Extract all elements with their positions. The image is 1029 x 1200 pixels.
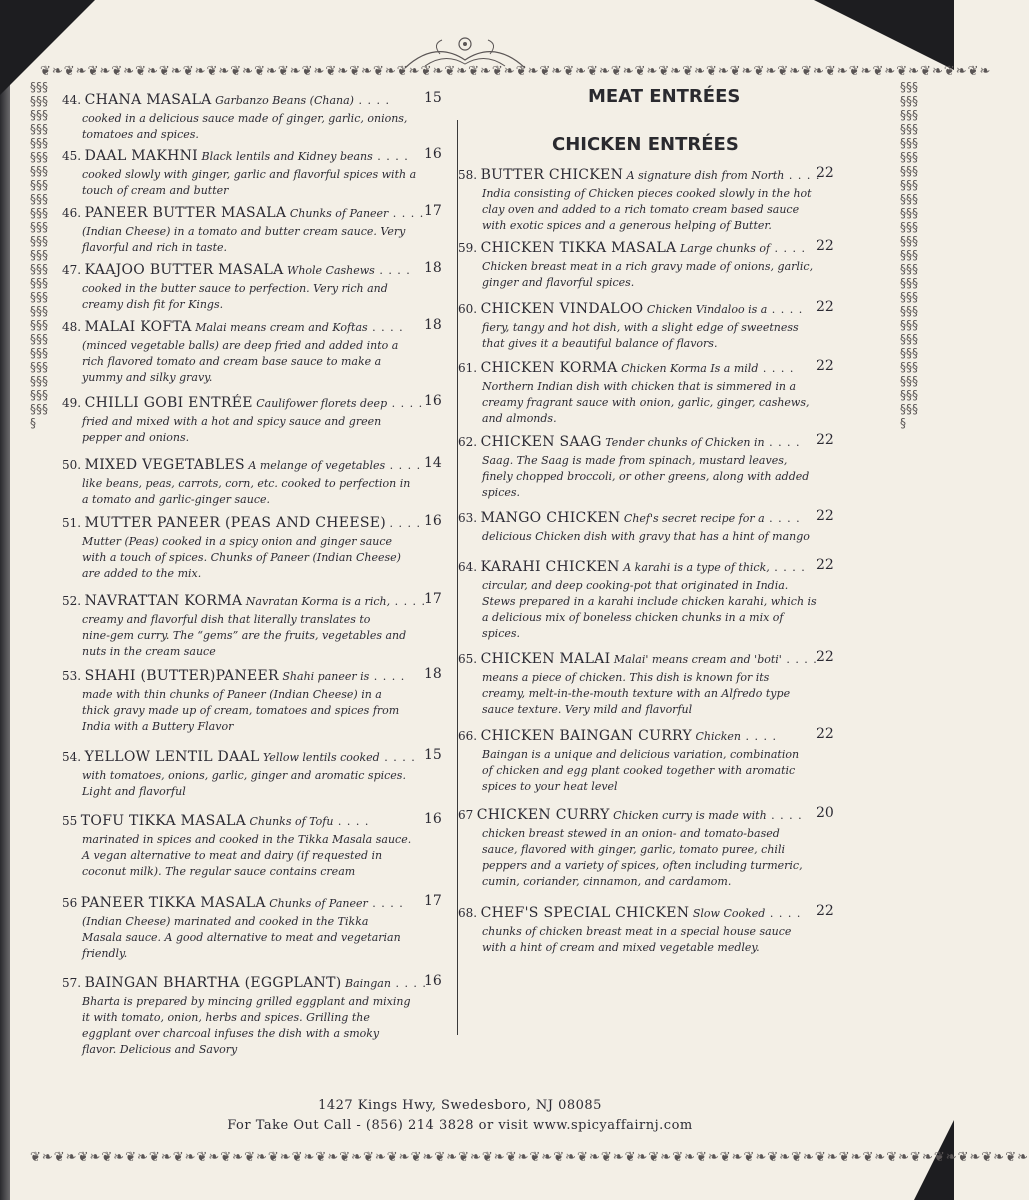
item-description-line: flavor. Delicious and Savory: [82, 1043, 238, 1056]
item-description-line: cooked in the butter sauce to perfection. Very rich and: [82, 282, 388, 295]
menu-item: [458, 651, 868, 718]
item-description-line: chicken breast stewed in an onion- and tomato-based: [482, 827, 780, 840]
item-description-line: finely chopped broccoli, or other greens, along with added: [482, 470, 810, 483]
item-price: 22: [816, 432, 834, 448]
item-name: CHICKEN BAINGAN CURRY: [480, 728, 693, 744]
item-name: KAAJOO BUTTER MASALA: [84, 262, 284, 278]
menu-item-heading: [62, 813, 452, 832]
menu-item: [458, 510, 868, 545]
section-title-meat: MEAT ENTRÉES: [588, 86, 741, 107]
menu-item: [62, 593, 452, 660]
leader-dots: . . . .: [372, 150, 409, 163]
section-title-chicken: CHICKEN ENTRÉES: [552, 134, 739, 155]
item-description-line: thick gravy made up of cream, tomatoes and spices from: [82, 704, 400, 717]
item-name: CHICKEN MALAI: [480, 651, 611, 667]
menu-item-heading: [62, 895, 452, 914]
item-intro: Chef's secret recipe for a: [623, 512, 765, 525]
item-description-line: of chicken and egg plant cooked together with aromatic: [482, 764, 796, 777]
item-number: 67: [458, 808, 474, 822]
item-description-line: (Indian Cheese) in a tomato and butter cream sauce. Very: [82, 225, 406, 238]
item-description-line: a tomato and garlic-ginger sauce.: [82, 493, 270, 506]
leader-dots: . . . .: [390, 595, 427, 608]
menu-item-heading: [458, 240, 868, 259]
item-description-line: (Indian Cheese) marinated and cooked in the Tikka: [82, 915, 369, 928]
menu-item: [62, 813, 452, 880]
leader-dots: . . . .: [765, 907, 802, 920]
menu-item: [458, 559, 868, 642]
item-name: BAINGAN BHARTHA (EGGPLANT): [84, 975, 342, 991]
item-description-line: that gives it a beautiful balance of flavors.: [482, 337, 718, 350]
item-price: 18: [424, 260, 442, 276]
item-number: 58.: [458, 168, 478, 182]
leader-dots: . . . .: [389, 517, 422, 530]
menu-item-heading: [458, 559, 868, 578]
item-intro: Caulifower florets deep: [256, 397, 388, 410]
item-intro: Slow Cooked: [692, 907, 766, 920]
item-price: 22: [816, 557, 834, 573]
item-number: 56: [62, 896, 78, 910]
item-intro: Chunks of Tofu: [249, 815, 334, 828]
item-description-line: chunks of chicken breast meat in a special house sauce: [482, 925, 792, 938]
item-number: 57.: [62, 976, 82, 990]
item-description-line: marinated in spices and cooked in the Tikka Masala sauce.: [82, 833, 412, 846]
leader-dots: . . . .: [758, 362, 795, 375]
item-price: 15: [424, 747, 442, 763]
menu-item-heading: [62, 975, 452, 994]
menu-item: [62, 515, 452, 582]
item-description-line: (minced vegetable balls) are deep fried and added into a: [82, 339, 399, 352]
menu-item: [62, 262, 452, 313]
item-name: BUTTER CHICKEN: [480, 167, 624, 183]
leader-dots: . . . .: [784, 169, 821, 182]
item-intro: Large chunks of: [679, 242, 771, 255]
item-description-line: fried and mixed with a hot and spicy sauce and green: [82, 415, 382, 428]
item-intro: A signature dish from North: [626, 169, 785, 182]
takeout-contact: For Take Out Call - (856) 214 3828 or visit www.spicyaffairnj.com: [227, 1118, 693, 1133]
item-description-line: creamy and flavorful dish that literally translates to: [82, 613, 371, 626]
item-intro: A melange of vegetables: [248, 459, 386, 472]
item-description-line: circular, and deep cooking-pot that originated in India.: [482, 579, 789, 592]
menu-item-heading: [62, 205, 452, 224]
menu-cover-edge: [0, 0, 10, 1200]
item-number: 54.: [62, 750, 82, 764]
item-description-line: peppers and a variety of spices, often including turmeric,: [482, 859, 803, 872]
item-description-line: are added to the mix.: [82, 567, 202, 580]
item-description-line: eggplant over charcoal infuses the dish with a smoky: [82, 1027, 380, 1040]
item-description-line: with tomatoes, onions, garlic, ginger and aromatic spices.: [82, 769, 406, 782]
restaurant-address: 1427 Kings Hwy, Swedesboro, NJ 08085: [318, 1098, 602, 1113]
item-name: CHICKEN TIKKA MASALA: [480, 240, 677, 256]
leader-dots: . . . .: [388, 207, 425, 220]
item-description-line: and almonds.: [482, 412, 557, 425]
item-description-line: Chicken breast meat in a rich gravy made of onions, garlic,: [482, 260, 814, 273]
item-name: KARAHI CHICKEN: [480, 559, 620, 575]
leader-dots: . . . .: [769, 561, 806, 574]
menu-item: [62, 668, 452, 735]
item-price: 22: [816, 508, 834, 524]
item-description-line: Light and flavorful: [82, 785, 186, 798]
leader-dots: . . . .: [770, 242, 807, 255]
ornamental-border-bottom: ❦❧❦❧❦❧❦❧❦❧❦❧❦❧❦❧❦❧❦❧❦❧❦❧❦❧❦❧❦❧❦❧❦❧❦❧❦❧❦❧❦❧❦❧❦❧❦❧❦❧❦❧❦❧❦❧❦❧❦❧❦❧❦❧❦❧❦❧❦❧❦❧❦❧❦❧❦❧❦❧❦❧❦❧: [30, 1150, 1029, 1165]
item-description-line: spices to your heat level: [482, 780, 618, 793]
menu-item-heading: [458, 807, 868, 826]
item-description-line: cooked in a delicious sauce made of ginger, garlic, onions,: [82, 112, 408, 125]
menu-item-heading: [62, 262, 452, 281]
item-intro: Navratan Korma is a rich,: [245, 595, 391, 608]
item-price: 17: [424, 203, 442, 219]
item-number: 50.: [62, 458, 82, 472]
menu-item: [458, 167, 868, 234]
item-price: 17: [424, 591, 442, 607]
item-price: 16: [424, 973, 442, 989]
menu-item-heading: [458, 434, 868, 453]
item-description-line: fiery, tangy and hot dish, with a slight edge of sweetness: [482, 321, 799, 334]
item-description-line: India with a Buttery Flavor: [82, 720, 234, 733]
item-price: 22: [816, 299, 834, 315]
item-price: 17: [424, 893, 442, 909]
item-intro: Whole Cashews: [287, 264, 375, 277]
item-description-line: India consisting of Chicken pieces cooked slowly in the hot: [482, 187, 812, 200]
menu-item: [458, 728, 868, 795]
leader-dots: . . . .: [740, 730, 777, 743]
item-intro: Black lentils and Kidney beans: [201, 150, 373, 163]
item-name: CHICKEN VINDALOO: [480, 301, 644, 317]
ornamental-border-top: ❦❧❦❧❦❧❦❧❦❧❦❧❦❧❦❧❦❧❦❧❦❧❦❧❦❧❦❧❦❧❦❧❦❧❦❧❦❧❦❧❦❧❦❧❦❧❦❧❦❧❦❧❦❧❦❧❦❧❦❧❦❧❦❧❦❧❦❧❦❧❦❧❦❧❦❧❦❧❦❧: [40, 64, 992, 79]
item-description-line: ginger and flavorful spices.: [482, 276, 635, 289]
leader-dots: . . . .: [764, 436, 801, 449]
item-number: 55: [62, 814, 78, 828]
item-description-line: Saag. The Saag is made from spinach, mustard leaves,: [482, 454, 788, 467]
item-description-line: a delicious mix of boneless chicken chunks in a mix of: [482, 611, 784, 624]
item-description-line: A vegan alternative to meat and dairy (if requested in: [82, 849, 383, 862]
item-description-line: tomatoes and spices.: [82, 128, 199, 141]
item-price: 22: [816, 358, 834, 374]
menu-item-heading: [62, 749, 452, 768]
menu-item: [458, 807, 868, 890]
item-price: 18: [424, 666, 442, 682]
menu-item: [62, 975, 452, 1058]
leader-dots: . . . .: [374, 264, 411, 277]
item-description-line: Bharta is prepared by mincing grilled eggplant and mixing: [82, 995, 411, 1008]
item-intro: Tender chunks of Chicken in: [605, 436, 765, 449]
item-intro: Chunks of Paneer: [289, 207, 389, 220]
item-name: CHICKEN KORMA: [480, 360, 618, 376]
item-description-line: clay oven and added to a rich tomato cream based sauce: [482, 203, 800, 216]
item-name: TOFU TIKKA MASALA: [80, 813, 246, 829]
menu-item-heading: [458, 360, 868, 379]
item-description-line: delicious Chicken dish with gravy that has a hint of mango: [482, 530, 810, 543]
item-number: 48.: [62, 320, 82, 334]
item-price: 22: [816, 238, 834, 254]
item-intro: Chicken Vindaloo is a: [646, 303, 768, 316]
item-description-line: Northern Indian dish with chicken that is simmered in a: [482, 380, 797, 393]
item-name: MANGO CHICKEN: [480, 510, 621, 526]
menu-item-heading: [458, 167, 868, 186]
item-number: 62.: [458, 435, 478, 449]
item-price: 16: [424, 811, 442, 827]
item-name: CHANA MASALA: [84, 92, 212, 108]
menu-item: [458, 434, 868, 501]
item-name: SHAHI (BUTTER)PANEER: [84, 668, 279, 684]
menu-item-heading: [458, 905, 868, 924]
menu-item-heading: [62, 457, 452, 476]
item-name: DAAL MAKHNI: [84, 148, 198, 164]
menu-item-heading: [62, 148, 452, 167]
leader-dots: . . . .: [369, 670, 406, 683]
item-intro: Chunks of Paneer: [269, 897, 368, 910]
item-number: 65.: [458, 652, 478, 666]
item-description-line: Baingan is a unique and delicious variation, combination: [482, 748, 800, 761]
item-price: 22: [816, 165, 834, 181]
menu-item-heading: [458, 510, 868, 529]
leader-dots: . . . .: [766, 809, 803, 822]
menu-item: [62, 148, 452, 199]
item-price: 22: [816, 903, 834, 919]
leader-dots: . . . .: [333, 815, 370, 828]
item-number: 64.: [458, 560, 478, 574]
ornamental-border-right: §§§§§§§§§§§§§§§§§§§§§§§§§§§§§§§§§§§§§§§§§§§§§§§§§§§§§§§§§§§§§§§§§§§§§§§§§: [900, 80, 918, 430]
leader-dots: . . . .: [367, 321, 404, 334]
item-name: MALAI KOFTA: [84, 319, 192, 335]
menu-item: [62, 895, 452, 962]
item-number: 68.: [458, 906, 478, 920]
menu-item-heading: [458, 301, 868, 320]
item-description-line: friendly.: [82, 947, 128, 960]
menu-item-heading: [62, 395, 452, 414]
item-price: 16: [424, 393, 442, 409]
item-name: PANEER TIKKA MASALA: [80, 895, 266, 911]
item-intro: Yellow lentils cooked: [263, 751, 380, 764]
menu-item: [458, 240, 868, 291]
item-name: CHICKEN CURRY: [476, 807, 610, 823]
item-description-line: spices.: [482, 486, 521, 499]
item-number: 44.: [62, 93, 82, 107]
item-number: 46.: [62, 206, 82, 220]
leader-dots: . . . .: [379, 751, 416, 764]
item-intro: Malai means cream and Koftas: [195, 321, 368, 334]
item-number: 47.: [62, 263, 82, 277]
item-description-line: creamy, melt-in-the-mouth texture with an Alfredo type: [482, 687, 791, 700]
item-intro: A karahi is a type of thick,: [623, 561, 770, 574]
menu-item-heading: [62, 593, 452, 612]
menu-item: [62, 457, 452, 508]
item-description-line: Mutter (Peas) cooked in a spicy onion and ginger sauce: [82, 535, 393, 548]
item-price: 20: [816, 805, 834, 821]
item-number: 66.: [458, 729, 478, 743]
item-name: NAVRATTAN KORMA: [84, 593, 243, 609]
leader-dots: . . . .: [387, 397, 424, 410]
item-description-line: yummy and silky gravy.: [82, 371, 213, 384]
item-number: 63.: [458, 511, 478, 525]
menu-item-heading: [62, 515, 452, 534]
item-intro: Shahi paneer is: [282, 670, 370, 683]
item-description-line: nine-gem curry. The “gems” are the fruits, vegetables and: [82, 629, 407, 642]
item-price: 22: [816, 649, 834, 665]
item-number: 61.: [458, 361, 478, 375]
menu-item: [62, 395, 452, 446]
menu-item: [62, 92, 452, 143]
item-intro: Chicken Korma Is a mild: [621, 362, 759, 375]
item-description-line: sauce texture. Very mild and flavorful: [482, 703, 693, 716]
item-description-line: nuts in the cream sauce: [82, 645, 216, 658]
item-description-line: with a hint of cream and mixed vegetable medley.: [482, 941, 760, 954]
item-name: MIXED VEGETABLES: [84, 457, 245, 473]
item-intro: Chicken curry is made with: [613, 809, 767, 822]
item-name: MUTTER PANEER (PEAS AND CHEESE): [84, 515, 387, 531]
leader-dots: . . . .: [390, 977, 427, 990]
item-description-line: creamy dish fit for Kings.: [82, 298, 224, 311]
item-name: CHILLI GOBI ENTRÉE: [84, 395, 253, 411]
item-description-line: like beans, peas, carrots, corn, etc. cooked to perfection in: [82, 477, 411, 490]
menu-corner-protector: [814, 0, 954, 70]
item-description-line: means a piece of chicken. This dish is known for its: [482, 671, 770, 684]
item-description-line: pepper and onions.: [82, 431, 190, 444]
item-price: 14: [424, 455, 442, 471]
item-description-line: with exotic spices and a generous helping of Butter.: [482, 219, 772, 232]
item-description-line: sauce, flavored with ginger, garlic, tomato puree, chili: [482, 843, 785, 856]
item-intro: Garbanzo Beans (Chana): [215, 94, 354, 107]
menu-item-heading: [458, 651, 868, 670]
item-description-line: Masala sauce. A good alternative to meat and vegetarian: [82, 931, 401, 944]
leader-dots: . . . .: [781, 653, 818, 666]
item-description-line: made with thin chunks of Paneer (Indian Cheese) in a: [82, 688, 382, 701]
item-description-line: coconut milk). The regular sauce contains cream: [82, 865, 356, 878]
item-number: 60.: [458, 302, 478, 316]
item-name: PANEER BUTTER MASALA: [84, 205, 287, 221]
menu-item: [458, 905, 868, 956]
menu-item-heading: [62, 92, 452, 111]
item-name: CHEF'S SPECIAL CHICKEN: [480, 905, 690, 921]
menu-item: [458, 360, 868, 427]
item-price: 18: [424, 317, 442, 333]
item-price: 16: [424, 146, 442, 162]
leader-dots: . . . .: [353, 94, 390, 107]
item-intro: Baingan: [345, 977, 391, 990]
item-description-line: with a touch of spices. Chunks of Paneer (Indian Cheese): [82, 551, 401, 564]
menu-item-heading: [62, 319, 452, 338]
item-description-line: cumin, coriander, cinnamon, and cardamom.: [482, 875, 732, 888]
item-description-line: Stews prepared in a karahi include chicken karahi, which is: [482, 595, 817, 608]
item-name: CHICKEN SAAG: [480, 434, 602, 450]
menu-item-heading: [62, 668, 452, 687]
menu-item: [62, 749, 452, 800]
menu-item: [458, 301, 868, 352]
item-number: 45.: [62, 149, 82, 163]
item-intro: Malai' means cream and 'boti': [613, 653, 782, 666]
menu-item-heading: [458, 728, 868, 747]
item-price: 16: [424, 513, 442, 529]
item-number: 49.: [62, 396, 82, 410]
item-name: YELLOW LENTIL DAAL: [84, 749, 260, 765]
menu-item: [62, 205, 452, 256]
item-description-line: creamy fragrant sauce with onion, garlic, ginger, cashews,: [482, 396, 810, 409]
leader-dots: . . . .: [764, 512, 801, 525]
menu-item: [62, 319, 452, 386]
item-price: 22: [816, 726, 834, 742]
item-number: 59.: [458, 241, 478, 255]
item-description-line: it with tomato, onion, herbs and spices. Grilling the: [82, 1011, 370, 1024]
item-description-line: touch of cream and butter: [82, 184, 229, 197]
item-number: 51.: [62, 516, 82, 530]
item-number: 52.: [62, 594, 82, 608]
item-description-line: cooked slowly with ginger, garlic and flavorful spices with a: [82, 168, 417, 181]
item-description-line: flavorful and rich in taste.: [82, 241, 228, 254]
leader-dots: . . . .: [767, 303, 804, 316]
item-price: 15: [424, 90, 442, 106]
item-description-line: spices.: [482, 627, 521, 640]
item-intro: Chicken: [695, 730, 741, 743]
leader-dots: . . . .: [367, 897, 404, 910]
leader-dots: . . . .: [385, 459, 422, 472]
item-description-line: rich flavored tomato and cream base sauce to make a: [82, 355, 382, 368]
ornamental-border-left: §§§§§§§§§§§§§§§§§§§§§§§§§§§§§§§§§§§§§§§§§§§§§§§§§§§§§§§§§§§§§§§§§§§§§§§§§: [30, 80, 48, 430]
item-number: 53.: [62, 669, 82, 683]
